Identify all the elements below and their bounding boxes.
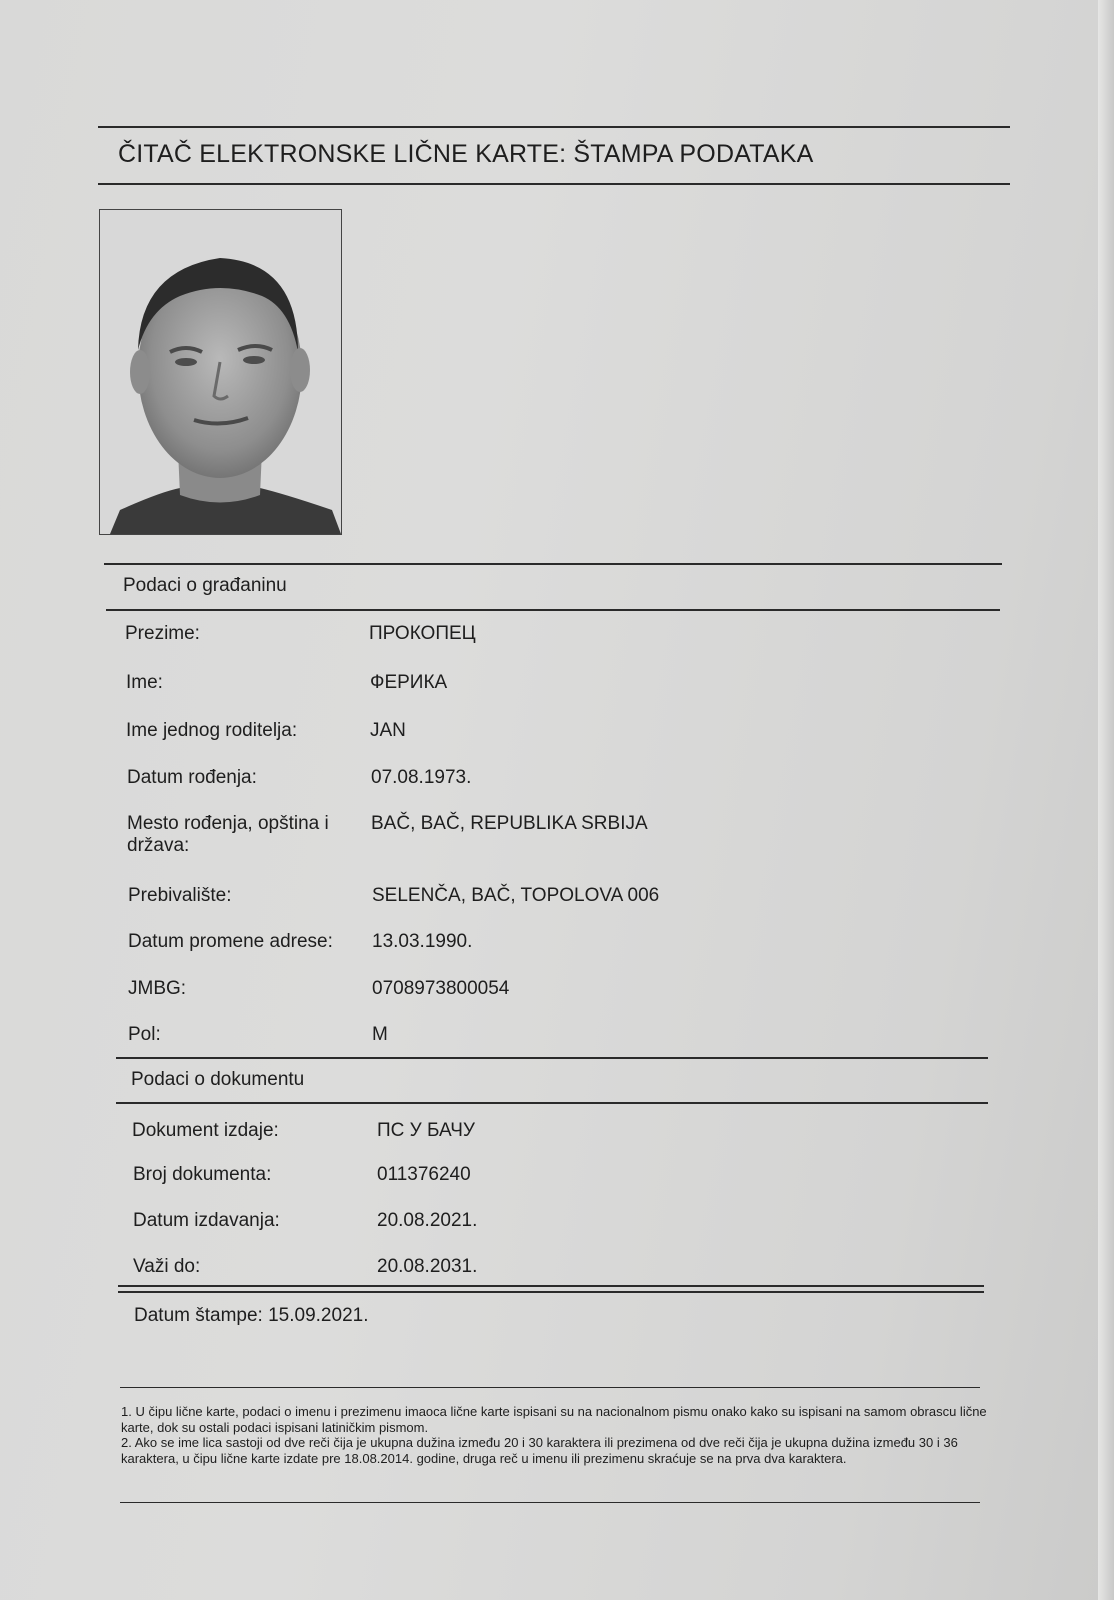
document-section-bottom-rule xyxy=(116,1102,988,1104)
field-label: Dokument izdaje: xyxy=(132,1120,279,1141)
field-value: 20.08.2031. xyxy=(377,1256,478,1277)
field-value: 011376240 xyxy=(377,1164,471,1185)
field-label: Prebivalište: xyxy=(128,885,232,906)
field-value: 07.08.1973. xyxy=(371,767,472,788)
paper-edge xyxy=(1098,0,1114,1600)
footnote-2: 2. Ako se ime lica sastoji od dve reči čija je ukupna dužina između 20 i 30 karaktera ili prezimena od dve reči čija je ukupna dužina između 30 i 36 karaktera, u čipu lične karte izdate pre 18.08.2014. godine, druga reč u imenu ili prezimenu skraćuje se na prva dva karaktera. xyxy=(121,1435,958,1466)
field-label: Mesto rođenja, opština i država: xyxy=(127,813,329,856)
field-value: ПРОКОПЕЦ xyxy=(369,623,476,644)
portrait-illustration xyxy=(100,210,341,534)
citizen-section-top-rule xyxy=(104,563,1002,565)
field-value: ПС У БАЧУ xyxy=(377,1120,475,1141)
field-value: 13.03.1990. xyxy=(372,931,473,952)
page-title: ČITAČ ELEKTRONSKE LIČNE KARTE: ŠTAMPA PODATAKA xyxy=(118,140,814,168)
field-label: Datum rođenja: xyxy=(127,767,257,788)
document-section-title: Podaci o dokumentu xyxy=(131,1069,305,1090)
field-value: 20.08.2021. xyxy=(377,1210,478,1231)
footnotes-bottom-rule xyxy=(120,1502,980,1503)
footnote-1: 1. U čipu lične karte, podaci o imenu i prezimenu imaoca lične karte ispisani su na nacionalnom pismu onako kako su ispisani na samom obrascu lične karte, dok su ostali podaci ispisani latiničkim pismom. xyxy=(121,1404,987,1435)
field-value: JAN xyxy=(370,720,406,741)
field-label: Važi do: xyxy=(133,1256,201,1277)
field-label: Broj dokumenta: xyxy=(133,1164,272,1185)
field-label: Prezime: xyxy=(125,623,200,644)
print-date: Datum štampe: 15.09.2021. xyxy=(134,1305,369,1326)
footnotes xyxy=(121,1404,1001,1466)
field-value: M xyxy=(372,1024,388,1045)
citizen-section-bottom-rule xyxy=(106,609,1000,611)
field-value: BAČ, BAČ, REPUBLIKA SRBIJA xyxy=(371,813,648,834)
header-top-rule xyxy=(98,126,1010,128)
field-label: Ime: xyxy=(126,672,163,693)
portrait-photo xyxy=(99,209,342,535)
field-value: ФЕРИКА xyxy=(370,672,448,693)
document-end-rule-2 xyxy=(118,1291,984,1293)
field-label: JMBG: xyxy=(128,978,187,999)
footnotes-top-rule xyxy=(120,1387,980,1388)
field-label: Ime jednog roditelja: xyxy=(126,720,298,741)
document-end-rule-1 xyxy=(118,1285,984,1287)
citizen-section-title: Podaci o građaninu xyxy=(123,575,287,596)
header-bottom-rule xyxy=(98,183,1010,185)
field-label: Pol: xyxy=(128,1024,161,1045)
field-value: SELENČA, BAČ, TOPOLOVA 006 xyxy=(372,885,660,906)
field-label: Datum izdavanja: xyxy=(133,1210,280,1231)
document-section-top-rule xyxy=(116,1057,988,1059)
field-label: Datum promene adrese: xyxy=(128,931,333,952)
field-value: 0708973800054 xyxy=(372,978,510,999)
